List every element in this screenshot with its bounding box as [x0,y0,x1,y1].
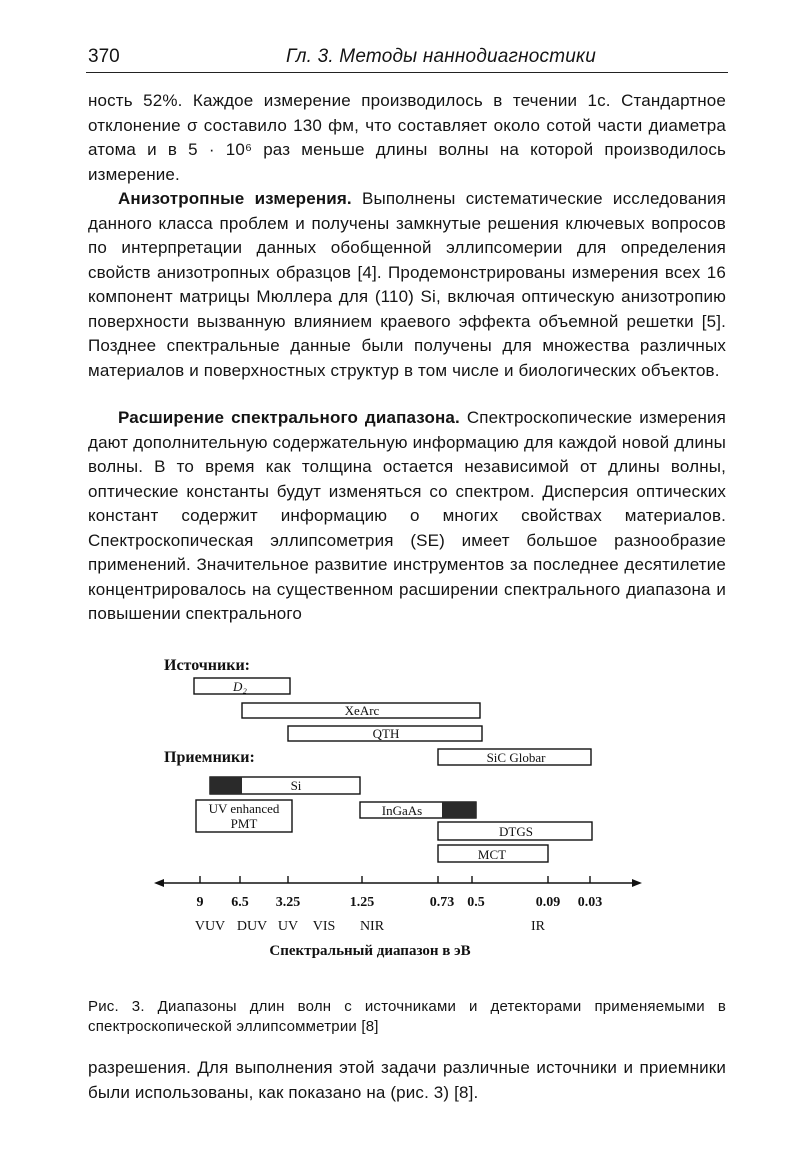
bar-label-uv-pmt-line1: UV enhanced [208,801,280,816]
detectors-label: Приемники: [164,749,255,766]
bar-label-ingaas: InGaAs [381,803,423,818]
tick-label: 9 [196,895,204,910]
tick-label: 0.03 [577,895,603,910]
paragraph-after-figure [88,1056,726,1105]
sources-label: Источники: [164,657,251,674]
tick-label: 0.73 [429,895,455,910]
figure-caption: Рис. 3. Диапазоны длин волн с источниками и детекторами применяемыми в спектроскопической эллипсомметрии [8] [88,998,726,1035]
bar-label-si: Si [290,778,302,793]
axis-arrow-right [632,879,642,887]
tick-label: 3.25 [275,895,301,910]
bar-label-sic-globar: SiC Globar [486,750,546,765]
paragraph-text: Спектроскопические измерения дают дополнительную содержательную информацию для каждой новой длины волны. В то время как толщина остается независимой от длины волны, оптические константы будут изменяться со спектром. Дисперсия оптических констант содержит информацию о многих свойствах материалов. Спектроскопическая эллипсометрия (SE) имеет большое разнообразие применений. Значительное развитие инструментов за последнее десятилетие концентрировалось на существенном расширении спектрального диапазона и повышении спектрального [88,408,726,623]
bar-label-d2: D₂ [233,679,247,694]
region-label: DUV [236,919,268,934]
range-diagram [150,648,650,968]
bar-label-xearc: XeArc [344,703,380,718]
bar-ingaas-dark-segment [442,802,476,818]
bar-label-uv-pmt-line2: PMT [230,816,258,831]
tick-label: 0.5 [467,895,485,910]
bar-label-dtgs: DTGS [499,824,533,839]
paragraph-text: разрешения. Для выполнения этой задачи различные источники и приемники были использованы, как показано на (рис. 3) [8]. [88,1058,726,1102]
tick-label: 1.25 [349,895,375,910]
region-label: VUV [194,919,226,934]
bar-label-mct: MCT [477,847,507,862]
region-label: VIS [312,919,336,934]
axis-arrow-left [154,879,164,887]
region-label: NIR [359,919,385,934]
page-header [86,44,728,73]
region-label: UV [277,919,299,934]
paragraph-text: ность 52%. Каждое измерение производилось в течении 1с. Стандартное отклонение σ составило 130 фм, что составляет около сотой части диаметра атома и в 5 · 10⁶ раз меньше длины волны на которой производилось измерение. [88,91,726,184]
bar-label-qth: QTH [372,726,400,741]
paragraph-spectral-range [88,406,726,627]
bar-si-dark-segment [210,777,242,794]
paragraph-heading: Расширение спектрального диапазона. [118,408,460,427]
paragraph-anisotropic [88,187,726,383]
figure-spectral-ranges [150,648,650,968]
paragraph-text: Выполнены систематические исследования данного класса проблем и получены замкнутые решения ключевых вопросов по интерпретации данных обобщенной эллипсомерии для определения свойств анизотропных образцов [4]. Продемонстрированы измерения всех 16 компонент матрицы Мюллера для (110) Si, включая оптическую анизотропию поверхности вызванную влиянием краевого эффекта объемной решетки [5]. Позднее спектральные данные были получены для множества различных материалов и поверхностных структур в том числе и биологических объектов. [88,189,726,380]
region-label: IR [531,919,545,934]
tick-label: 0.09 [535,895,561,910]
paragraph-heading: Анизотропные измерения. [118,189,352,208]
paragraph-continuation [88,89,726,187]
tick-label: 6.5 [231,895,249,910]
axis-title: Спектральный диапазон в эВ [269,943,471,959]
running-title: Гл. 3. Методы наннодиагностики [286,46,596,67]
page-number: 370 [88,46,120,67]
